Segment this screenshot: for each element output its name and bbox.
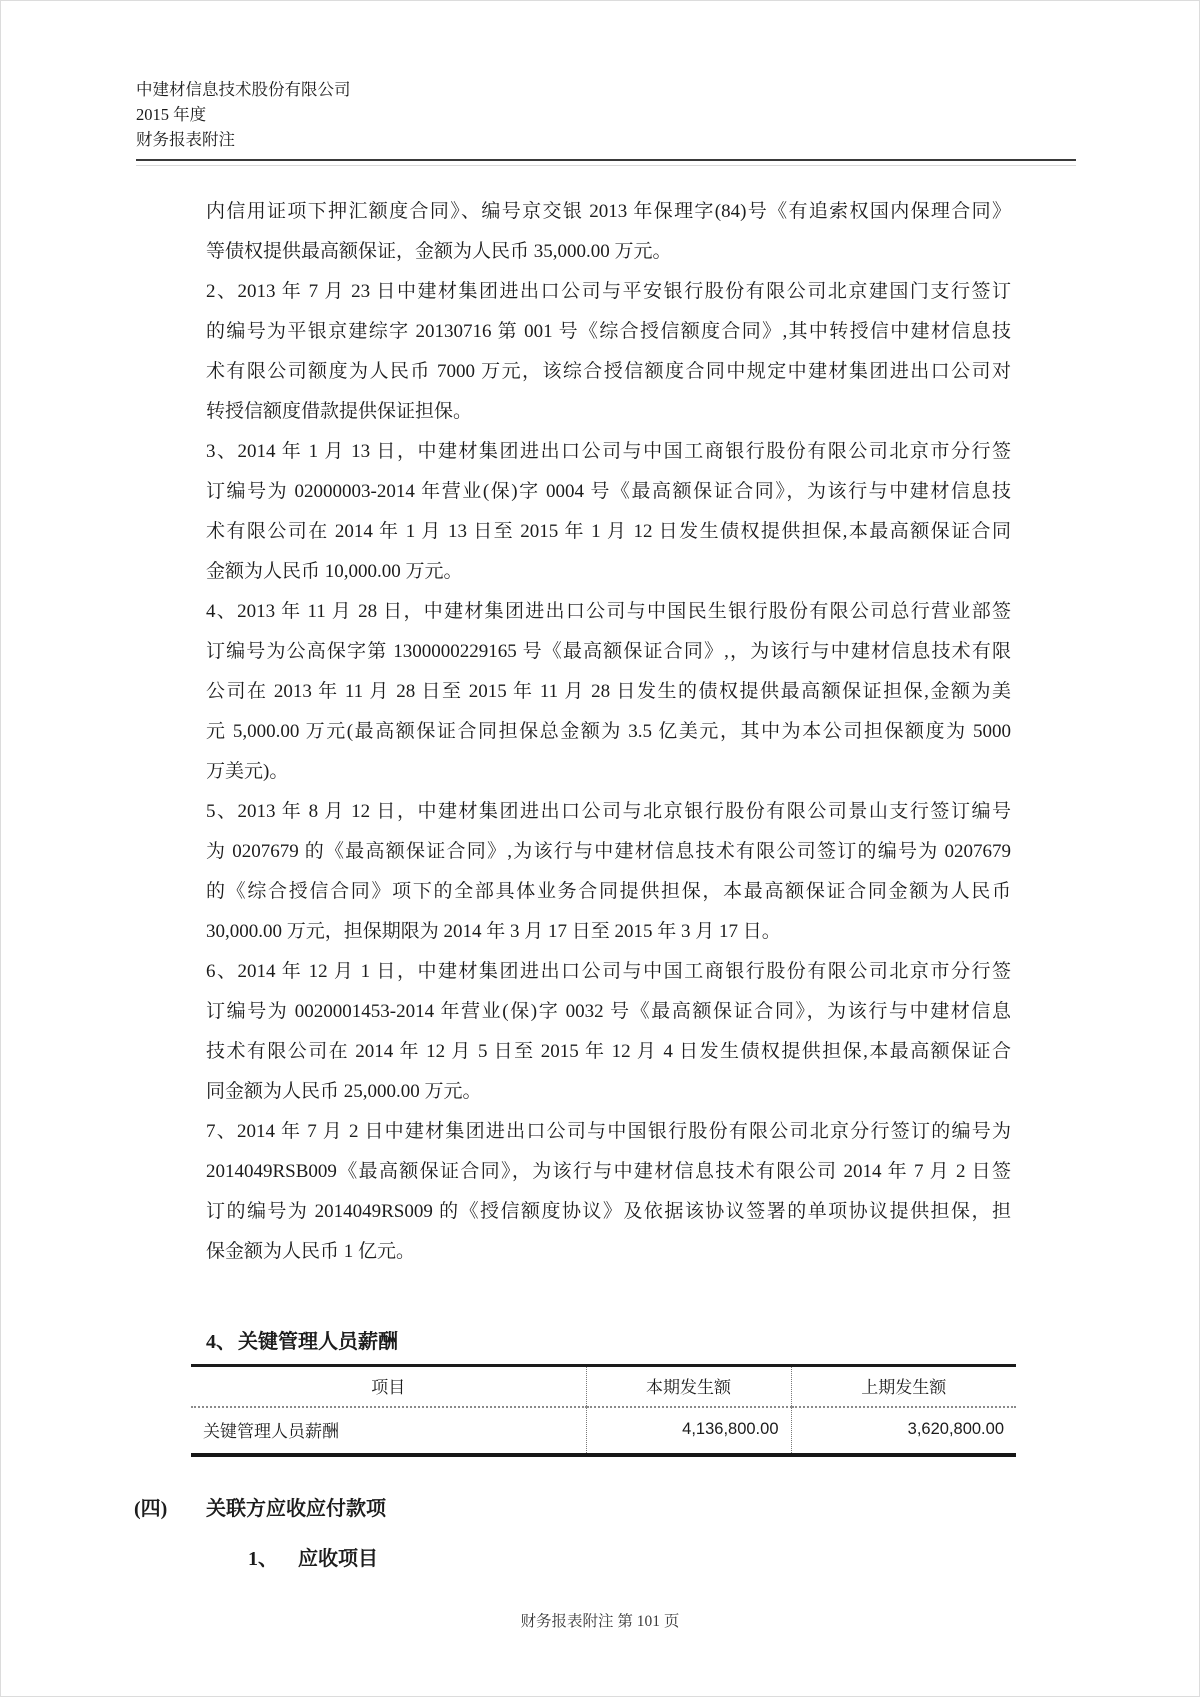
compensation-table xyxy=(191,1364,1016,1457)
section-heading-related-party-balances xyxy=(134,1495,1199,1523)
paragraph-line: 转授信额度借款提供保证担保。 xyxy=(206,401,473,422)
footer-text: 财务报表附注 第 101 页 xyxy=(520,1613,680,1630)
paragraph-line: 同金额为人民币 25,000.00 万元。 xyxy=(206,1081,482,1102)
subsection-heading-receivables xyxy=(248,1545,1199,1573)
paragraph-line: 术有限公司额度为人民币 7000 万元，该综合授信额度合同中规定中建材集团进出口公司对 xyxy=(206,361,1011,382)
subsection-number: 1、 xyxy=(248,1548,278,1570)
paragraph-line: 订编号为公高保字第 1300000229165 号《最高额保证合同》,，为该行与中建材信息技术有限 xyxy=(206,641,1011,662)
paragraph-line: 2014049RSB009《最高额保证合同》，为该行与中建材信息技术有限公司 2014 年 7 月 2 日签 xyxy=(206,1161,1011,1182)
paragraph-line: 元 5,000.00 万元(最高额保证合同担保总金额为 3.5 亿美元，其中为本公司担保额度为 5000 xyxy=(206,721,1011,742)
table-header-row xyxy=(191,1366,1016,1408)
report-year: 2015 年度 xyxy=(136,105,207,124)
paragraph-line: 6、2014 年 12 月 1 日，中建材集团进出口公司与中国工商银行股份有限公司北京市分行签 xyxy=(206,961,1011,982)
header-divider xyxy=(136,159,1076,166)
document-title: 财务报表附注 xyxy=(136,130,235,149)
page-footer xyxy=(1,1609,1199,1631)
cell-current-amount: 4,136,800.00 xyxy=(586,1407,791,1455)
section-title: 关键管理人员薪酬 xyxy=(238,1331,398,1353)
section-number: 4、 xyxy=(206,1331,236,1353)
section-heading-key-management-compensation xyxy=(206,1328,1014,1356)
paragraph-line: 的《综合授信合同》项下的全部具体业务合同提供担保，本最高额保证合同金额为人民币 xyxy=(206,881,1011,902)
paragraph-line: 金额为人民币 10,000.00 万元。 xyxy=(206,561,463,582)
paragraph-line: 2、2013 年 7 月 23 日中建材集团进出口公司与平安银行股份有限公司北京建国门支行签订 xyxy=(206,281,1011,302)
section-title: 关联方应收应付款项 xyxy=(206,1498,386,1520)
paragraph-line: 的编号为平银京建综字 20130716 第 001 号《综合授信额度合同》,其中转授信中建材信息技 xyxy=(206,321,1011,342)
table-row xyxy=(191,1407,1016,1455)
paragraph-line: 4、2013 年 11 月 28 日，中建材集团进出口公司与中国民生银行股份有限公司总行营业部签 xyxy=(206,601,1011,622)
paragraph-line: 订的编号为 2014049RS009 的《授信额度协议》及依据该协议签署的单项协议提供担保，担 xyxy=(206,1201,1011,1222)
paragraph-line: 公司在 2013 年 11 月 28 日至 2015 年 11 月 28 日发生的债权提供最高额保证担保,金额为美 xyxy=(206,681,1011,702)
paragraph-line: 30,000.00 万元，担保期限为 2014 年 3 月 17 日至 2015 年 3 月 17 日。 xyxy=(206,921,781,942)
paragraph-line: 等债权提供最高额保证，金额为人民币 35,000.00 万元。 xyxy=(206,241,672,262)
column-header-prior: 上期发生额 xyxy=(791,1366,1016,1408)
paragraph-line: 万美元)。 xyxy=(206,761,289,782)
section-number: (四) xyxy=(134,1498,168,1520)
paragraph-line: 订编号为 0020001453-2014 年营业(保)字 0032 号《最高额保证合同》，为该行与中建材信息 xyxy=(206,1001,1011,1022)
paragraph-line: 内信用证项下押汇额度合同》、编号京交银 2013 年保理字(84)号《有追索权国内保理合同》 xyxy=(206,201,1011,222)
paragraph-line: 术有限公司在 2014 年 1 月 13 日至 2015 年 1 月 12 日发生债权提供担保,本最高额保证合同 xyxy=(206,521,1011,542)
document-header xyxy=(136,1,1074,152)
paragraph-line: 7、2014 年 7 月 2 日中建材集团进出口公司与中国银行股份有限公司北京分行签订的编号为 xyxy=(206,1121,1011,1142)
paragraph-line: 技术有限公司在 2014 年 12 月 5 日至 2015 年 12 月 4 日发生债权提供担保,本最高额保证合 xyxy=(206,1041,1011,1062)
paragraph-line: 保金额为人民币 1 亿元。 xyxy=(206,1241,416,1262)
cell-item: 关键管理人员薪酬 xyxy=(203,1422,339,1441)
paragraph-line: 5、2013 年 8 月 12 日，中建材集团进出口公司与北京银行股份有限公司景山支行签订编号 xyxy=(206,801,1011,822)
paragraph-line: 为 0207679 的《最高额保证合同》,为该行与中建材信息技术有限公司签订的编号为 0207679 xyxy=(206,841,1011,862)
column-header-item: 项目 xyxy=(191,1366,586,1408)
column-header-current: 本期发生额 xyxy=(586,1366,791,1408)
subsection-title: 应收项目 xyxy=(298,1548,378,1570)
paragraph-line: 3、2014 年 1 月 13 日，中建材集团进出口公司与中国工商银行股份有限公司北京市分行签 xyxy=(206,441,1011,462)
body-text xyxy=(206,192,1011,1272)
company-name: 中建材信息技术股份有限公司 xyxy=(136,80,351,99)
cell-prior-amount: 3,620,800.00 xyxy=(791,1407,1016,1455)
paragraph-line: 订编号为 02000003-2014 年营业(保)字 0004 号《最高额保证合同》，为该行与中建材信息技 xyxy=(206,481,1011,502)
